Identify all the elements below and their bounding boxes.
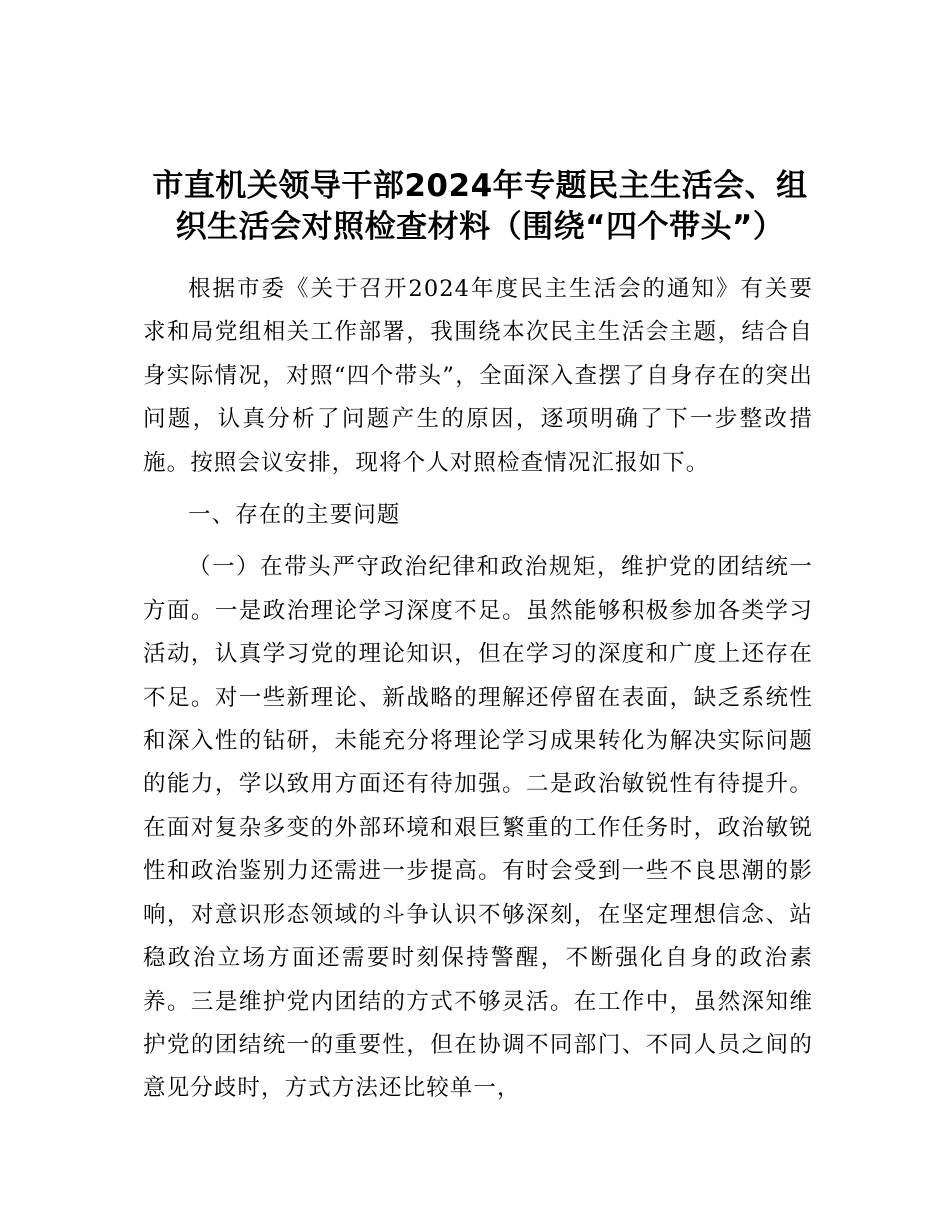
body-paragraph: （一）在带头严守政治纪律和政治规矩，维护党的团结统一方面。一是政治理论学习深度不足。虽然能够积极参加各类学习活动，认真学习党的理论知识，但在学习的深度和广度上还存在不足。对一些新理论、新战略的理解还停留在表面，缺乏系统性和深入性的钻研，未能充分将理论学习成果转化为解决实际问题的能力，学以致用方面还有待加强。二是政治敏锐性有待提升。在面对复杂多变的外部环境和艰巨繁重的工作任务时，政治敏锐性和政治鉴别力还需进一步提高。有时会受到一些不良思潮的影响，对意识形态领域的斗争认识不够深刻，在坚定理想信念、站稳政治立场方面还需要时刻保持警醒，不断强化自身的政治素养。三是维护党内团结的方式不够灵活。在工作中，虽然深知维护党的团结统一的重要性，但在协调不同部门、不同人员之间的意见分歧时，方式方法还比较单一， — [143, 554, 813, 1102]
section-heading: 一、存在的主要问题 — [188, 502, 401, 529]
intro-paragraph: 根据市委《关于召开2024年度民主生活会的通知》有关要求和局党组相关工作部署，我围绕本次民主生活会主题，结合自身实际情况，对照“四个带头”，全面深入查摆了自身存在的突出问题，认真分析了问题产生的原因，逐项明确了下一步整改措施。按照会议安排，现将个人对照检查情况汇报如下。 — [143, 276, 813, 476]
title-line-2: 织生活会对照检查材料（围绕“四个带头”） — [175, 209, 785, 245]
title-line-1: 市直机关领导干部2024年专题民主生活会、组 — [152, 168, 808, 204]
document-title — [140, 166, 820, 248]
document-body — [143, 268, 813, 1111]
